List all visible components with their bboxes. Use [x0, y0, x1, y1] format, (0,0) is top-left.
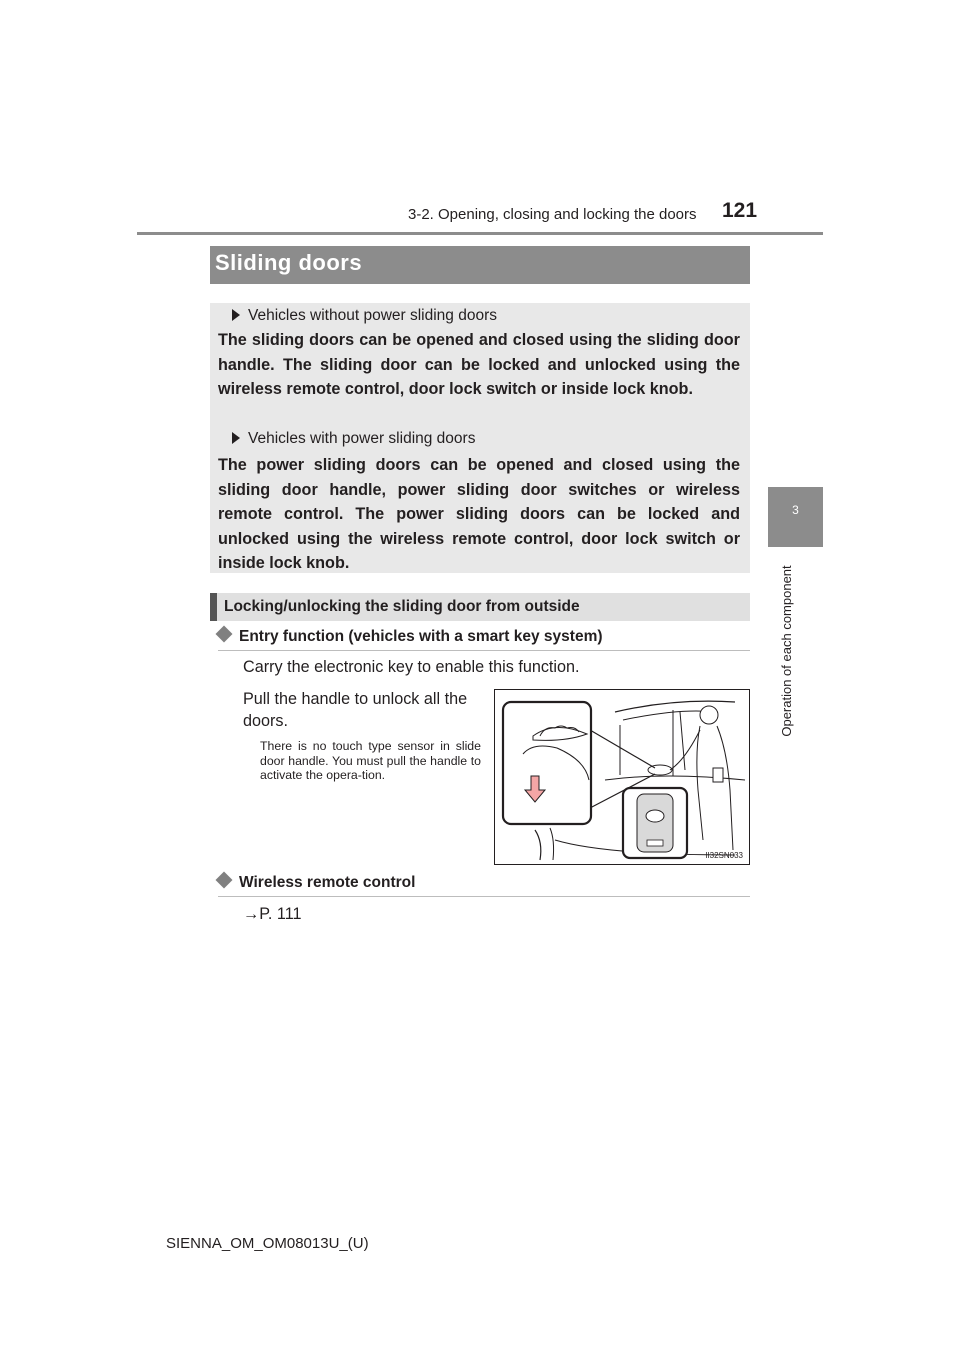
chapter-label-text: Operation of each component — [779, 565, 794, 737]
arrow-icon: → — [243, 905, 260, 923]
page-reference-text[interactable]: P. 111 — [259, 905, 302, 923]
subsection-title: Locking/unlocking the sliding door from outside — [224, 598, 580, 615]
footer-code: SIENNA_OM_OM08013U_(U) — [166, 1235, 369, 1252]
pull-handle-text: Pull the handle to unlock all the doors. — [243, 690, 468, 730]
bullet-power-text: Vehicles with power sliding doors — [248, 430, 476, 447]
figure-sliding-door — [494, 689, 750, 865]
heading-rule — [218, 896, 750, 897]
entry-function-heading-text: Entry function (vehicles with a smart key system) — [239, 628, 603, 645]
subsection-marker — [210, 593, 217, 621]
entry-function-heading — [218, 628, 603, 646]
diamond-bullet-icon — [216, 872, 233, 889]
header-divider — [137, 232, 823, 235]
chapter-number: 3 — [792, 503, 799, 517]
chapter-tab — [768, 487, 823, 547]
page-number: 121 — [722, 199, 758, 222]
heading-rule — [218, 650, 750, 651]
sensor-note: There is no touch type sensor in slide door handle. You must pull the handle to activate the opera-tion. — [260, 739, 481, 782]
door-illustration — [495, 690, 749, 864]
chapter-label — [779, 556, 799, 746]
triangle-bullet-icon — [232, 432, 240, 444]
bullet-no-power — [232, 307, 497, 325]
diamond-bullet-icon — [216, 626, 233, 643]
intro-paragraph-1: The sliding doors can be opened and closed using the sliding door handle. The sliding door can be locked and unlocked using the wireless remote control, door lock switch or inside lock knob. — [218, 331, 740, 398]
section-label: 3-2. Opening, closing and locking the doors — [408, 206, 697, 223]
intro-paragraph-2: The power sliding doors can be opened and closed using the sliding door handle, power sliding door switches or wireless remote control. The power sliding doors can be locked and unlocked using the wireless remote control, door lock switch or inside lock knob. — [218, 456, 740, 572]
page-reference[interactable] — [243, 905, 302, 924]
bullet-no-power-text: Vehicles without power sliding doors — [248, 307, 497, 324]
bullet-power — [232, 430, 475, 448]
figure-code: II32SN033 — [705, 851, 743, 860]
wireless-heading — [218, 874, 415, 892]
triangle-bullet-icon — [232, 309, 240, 321]
carry-key-text: Carry the electronic key to enable this function. — [243, 658, 580, 676]
wireless-heading-text: Wireless remote control — [239, 874, 416, 891]
page-title: Sliding doors — [215, 250, 363, 275]
